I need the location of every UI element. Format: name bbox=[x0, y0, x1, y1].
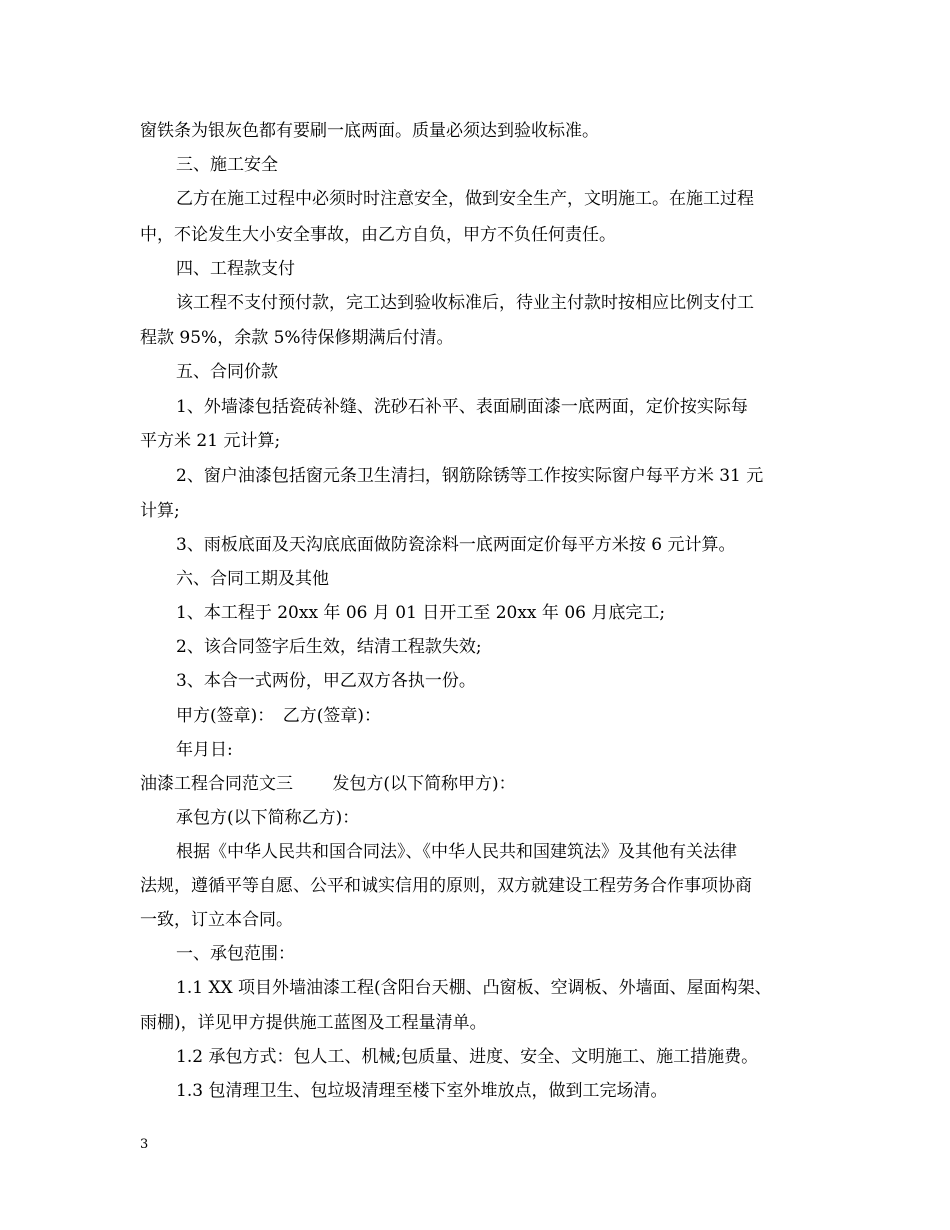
text-line: 1、本工程于 20xx 年 06 月 01 日开工至 20xx 年 06 月底完工; bbox=[176, 603, 666, 623]
section-heading: 一、承包范围： bbox=[176, 944, 295, 964]
text-line: 根据《中华人民共和国合同法》、《中华人民共和国建筑法》及其他有关法律 bbox=[176, 842, 737, 862]
text-line: 1、外墙漆包括瓷砖补缝、洗砂石补平、表面刷面漆一底两面，定价按实际每 bbox=[176, 397, 748, 417]
text-line: 1.3 包清理卫生、包垃圾清理至楼下室外堆放点，做到工完场清。 bbox=[176, 1081, 668, 1101]
section-heading: 五、合同价款 bbox=[176, 362, 278, 382]
text-line: 法规，遵循平等自愿、公平和诚实信用的原则，双方就建设工程劳务合作事项协商 bbox=[140, 876, 752, 896]
text-line: 1.1 XX 项目外墙油漆工程(含阳台天棚、凸窗板、空调板、外墙面、屋面构架、 bbox=[176, 978, 772, 998]
text-line: 雨棚)，详见甲方提供施工蓝图及工程量清单。 bbox=[140, 1013, 487, 1033]
text-line: 1.2 承包方式：包人工、机械;包质量、进度、安全、文明施工、施工措施费。 bbox=[176, 1047, 759, 1067]
date-line: 年月日: bbox=[176, 740, 233, 760]
text-line: 承包方(以下简称乙方)： bbox=[176, 808, 360, 828]
text-line: 3、雨板底面及天沟底底面做防瓷涂料一底两面定价每平方米按 6 元计算。 bbox=[176, 535, 736, 555]
text-line: 3、本合一式两份，甲乙双方各执一份。 bbox=[176, 671, 476, 691]
text-line: 2、该合同签字后生效，结清工程款失效; bbox=[176, 637, 482, 657]
text-line: 乙方在施工过程中必须时时注意安全，做到安全生产，文明施工。在施工过程 bbox=[176, 189, 754, 209]
section-heading: 六、合同工期及其他 bbox=[176, 569, 329, 589]
page-number: 3 bbox=[140, 1137, 149, 1152]
section-title: 油漆工程合同范文三 发包方(以下简称甲方)： bbox=[140, 774, 516, 794]
section-heading: 三、施工安全 bbox=[176, 155, 278, 175]
text-line: 该工程不支付预付款，完工达到验收标准后，待业主付款时按相应比例支付工 bbox=[176, 293, 754, 313]
text-line: 一致，订立本合同。 bbox=[140, 910, 293, 930]
signature-line: 甲方(签章)： 乙方(签章)： bbox=[176, 706, 382, 726]
text-line: 2、窗户油漆包括窗元条卫生清扫，钢筋除锈等工作按实际窗户每平方米 31 元 bbox=[176, 466, 764, 486]
text-line: 平方米 21 元计算; bbox=[140, 431, 281, 451]
text-line: 中，不论发生大小安全事故，由乙方自负，甲方不负任何责任。 bbox=[140, 225, 616, 245]
text-line: 窗铁条为银灰色都有要刷一底两面。质量必须达到验收标准。 bbox=[140, 121, 599, 141]
section-heading: 四、工程款支付 bbox=[176, 259, 295, 279]
text-line: 计算; bbox=[140, 501, 180, 521]
text-line: 程款 95%，余款 5%待保修期满后付清。 bbox=[140, 328, 454, 348]
